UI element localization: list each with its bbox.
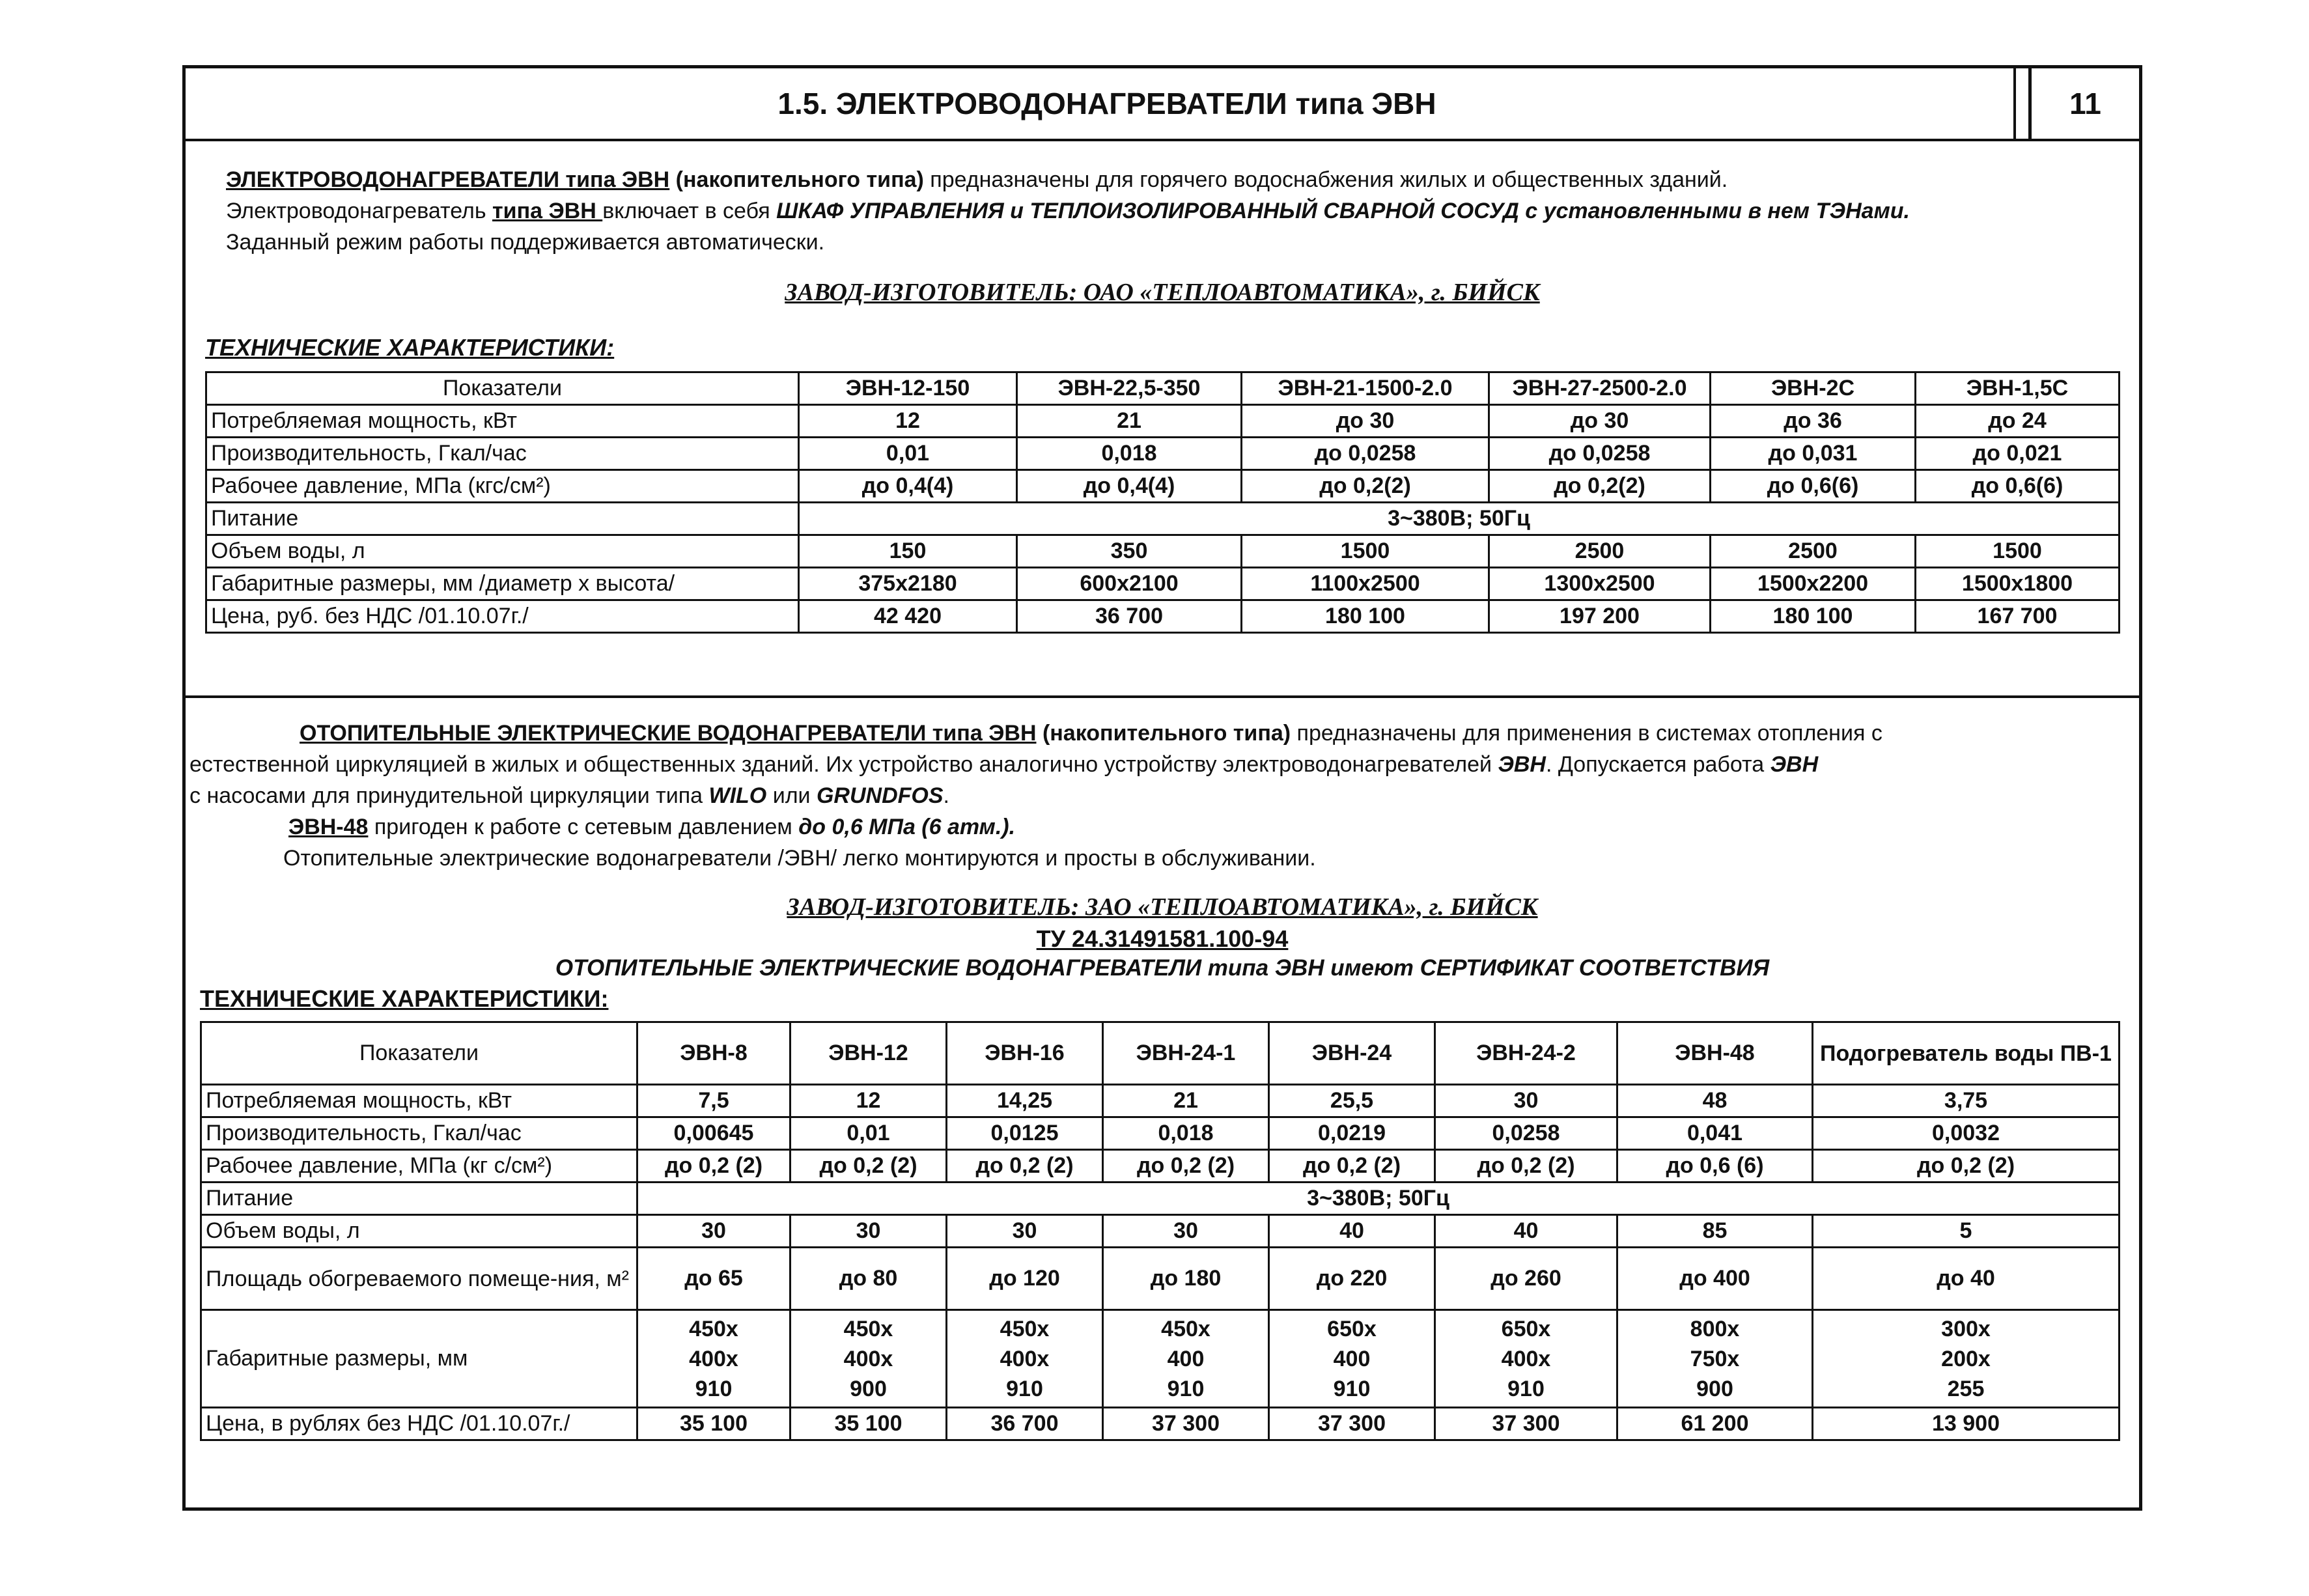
cell-dimensions [1617,1310,1813,1408]
cell-value: 36 700 [1017,600,1242,633]
row-label: Производительность, Гкал/час [206,438,799,470]
cell-dimensions [947,1310,1103,1408]
column-header-model: ЭВН-22,5-350 [1017,372,1242,405]
cell-value: 7,5 [637,1085,791,1117]
cell-value: до 400 [1617,1248,1813,1310]
page-number: 11 [2028,68,2139,139]
table-row [201,1310,2120,1408]
cell-price: 35 100 [791,1408,947,1440]
cell-value: 2500 [1489,535,1711,568]
column-header-label: Показатели [201,1022,637,1085]
para-text: . Допускается работа [1545,752,1770,777]
cell-dimensions [1103,1310,1269,1408]
cell-value: 0,018 [1017,438,1242,470]
row-label: Объем воды, л [201,1215,637,1248]
column-header-model: ЭВН-12-150 [799,372,1017,405]
dimension-line: 450x [1000,1316,1050,1341]
row-label: Цена, в рублях без НДС /01.10.07г./ [201,1408,637,1440]
section1-intro-line1 [226,165,1728,195]
dimension-line: 910 [1006,1376,1043,1401]
table-row [201,1117,2120,1150]
cell-value: 0,00645 [637,1117,791,1150]
dimension-line: 910 [1333,1376,1371,1401]
cell-value: 25,5 [1269,1085,1435,1117]
section2-para1 [300,718,1882,748]
cell-value: до 180 [1103,1248,1269,1310]
cell-power-supply: 3~380В; 50Гц [637,1183,2120,1215]
row-label: Площадь обогреваемого помеще-ния, м² [201,1248,637,1310]
cell-value: 40 [1435,1215,1617,1248]
cell-value: 0,0219 [1269,1117,1435,1150]
cell-value: 12 [791,1085,947,1117]
cell-value: 167 700 [1916,600,2120,633]
row-label: Рабочее давление, МПа (кг с/см²) [201,1150,637,1183]
dimension-line: 750x [1690,1346,1740,1371]
dimension-line: 910 [1167,1376,1205,1401]
cell-value: 14,25 [947,1085,1103,1117]
cell-value: до 0,6 (6) [1617,1150,1813,1183]
cell-dimensions [1269,1310,1435,1408]
cell-value: 0,0032 [1813,1117,2120,1150]
cell-value: 42 420 [799,600,1017,633]
para-italic: GRUNDFOS [816,783,944,808]
intro-text: предназначены для горячего водоснабжения жилых и общественных зданий. [923,167,1728,192]
dimension-line: 400x [689,1346,738,1371]
dimension-line: 300x [1941,1316,1991,1341]
table-header-row [201,1022,2120,1085]
para-text: естественной циркуляцией в жилых и общественных зданий. Их устройство аналогично устройству электроводонагревателей [189,752,1498,777]
row-label: Рабочее давление, МПа (кгс/см²) [206,470,799,503]
section2-para2 [189,749,1818,779]
cell-power-supply: 3~380В; 50Гц [799,503,2120,535]
table-header-row [206,372,2120,405]
column-header-model: ЭВН-1,5С [1916,372,2120,405]
column-header-label: Показатели [206,372,799,405]
dimension-line: 400x [1501,1346,1551,1371]
para-emphasis: ЭВН-48 [288,815,369,839]
cell-value: 1500x1800 [1916,568,2120,600]
intro-bold: (накопительного типа) [669,167,924,192]
cell-value: 30 [1435,1085,1617,1117]
cell-value: до 0,2 (2) [1103,1150,1269,1183]
cell-dimensions [637,1310,791,1408]
cell-value: до 0,021 [1916,438,2120,470]
cell-price: 61 200 [1617,1408,1813,1440]
cell-price: 37 300 [1103,1408,1269,1440]
table-row [201,1183,2120,1215]
dimension-line: 650x [1327,1316,1377,1341]
cell-price: 36 700 [947,1408,1103,1440]
cell-value: 0,01 [791,1117,947,1150]
row-label: Потребляемая мощность, кВт [206,405,799,438]
section2-tu: ТУ 24.31491581.100-94 [1036,925,1289,952]
cell-value: 48 [1617,1085,1813,1117]
column-header-model: ЭВН-24-2 [1435,1022,1617,1085]
cell-value: до 0,0258 [1242,438,1489,470]
para-text: пригоден к работе с сетевым давлением [368,815,799,839]
cell-value: до 30 [1489,405,1711,438]
dimension-line: 400x [843,1346,893,1371]
intro-text: Электроводонагреватель [226,199,493,223]
section-divider [186,695,2139,698]
row-label: Питание [206,503,799,535]
cell-value: до 0,4(4) [799,470,1017,503]
cell-value: 1100x2500 [1242,568,1489,600]
section1-manufacturer: ЗАВОД-ИЗГОТОВИТЕЛЬ: ОАО «ТЕПЛОАВТОМАТИКА», г. БИЙСК [785,279,1540,306]
cell-value: 2500 [1711,535,1916,568]
section2-para5: Отопительные электрические водонагреватели /ЭВН/ легко монтируются и просты в обслуживании. [283,846,1316,871]
table-row [201,1150,2120,1183]
cell-value: до 220 [1269,1248,1435,1310]
table-heating-heaters [200,1021,2120,1441]
section2-manufacturer: ЗАВОД-ИЗГОТОВИТЕЛЬ: ЗАО «ТЕПЛОАВТОМАТИКА», г. БИЙСК [787,893,1538,921]
cell-value: 30 [1103,1215,1269,1248]
table-row [201,1085,2120,1117]
cell-value: 0,01 [799,438,1017,470]
dimension-line: 450x [1161,1316,1210,1341]
dimension-line: 910 [695,1376,733,1401]
table-row [206,535,2120,568]
cell-value: 1500 [1242,535,1489,568]
page-title: 1.5. ЭЛЕКТРОВОДОНАГРЕВАТЕЛИ типа ЭВН [777,87,1436,120]
table-row [206,438,2120,470]
cell-value: до 0,2(2) [1242,470,1489,503]
cell-value: до 0,031 [1711,438,1916,470]
para-text: предназначены для применения в системах отопления с [1291,721,1882,746]
cell-value: до 80 [791,1248,947,1310]
cell-value: 150 [799,535,1017,568]
cell-value: до 0,2 (2) [1269,1150,1435,1183]
cell-value: 1300x2500 [1489,568,1711,600]
cell-price: 37 300 [1269,1408,1435,1440]
para-italic: до 0,6 МПа (6 атм.). [798,815,1016,839]
section2-para3 [189,781,949,811]
cell-value: до 36 [1711,405,1916,438]
cell-value: 30 [791,1215,947,1248]
cell-value: 5 [1813,1215,2120,1248]
dimension-line: 450x [689,1316,738,1341]
page-frame [182,65,2142,1511]
table-row [201,1408,2120,1440]
column-header-model: ЭВН-24-1 [1103,1022,1269,1085]
column-header-model: ЭВН-21-1500-2.0 [1242,372,1489,405]
column-header-model: ЭВН-2С [1711,372,1916,405]
cell-dimensions [1435,1310,1617,1408]
intro-emphasis: ЭЛЕКТРОВОДОНАГРЕВАТЕЛИ типа ЭВН [226,167,670,192]
intro-text: включает в себя [602,199,777,223]
cell-value: 85 [1617,1215,1813,1248]
dimension-line: 450x [843,1316,893,1341]
cell-value: 600x2100 [1017,568,1242,600]
row-label: Производительность, Гкал/час [201,1117,637,1150]
dimension-line: 650x [1501,1316,1551,1341]
section1-intro-line2 [226,196,1910,226]
row-label: Цена, руб. без НДС /01.10.07г./ [206,600,799,633]
dimension-line: 400x [1000,1346,1050,1371]
column-header-model: ЭВН-27-2500-2.0 [1489,372,1711,405]
cell-value: 30 [947,1215,1103,1248]
cell-value: 3,75 [1813,1085,2120,1117]
cell-value: до 260 [1435,1248,1617,1310]
intro-emphasis: типа ЭВН [492,199,603,223]
column-header-model: ЭВН-16 [947,1022,1103,1085]
cell-value: до 0,2 (2) [791,1150,947,1183]
dimension-line: 200x [1941,1346,1991,1371]
cell-dimensions [791,1310,947,1408]
cell-value: 197 200 [1489,600,1711,633]
cell-value: до 30 [1242,405,1489,438]
cell-value: до 0,2 (2) [1813,1150,2120,1183]
table-water-heaters [205,371,2120,634]
table-row [201,1215,2120,1248]
cell-price: 35 100 [637,1408,791,1440]
cell-value: 0,041 [1617,1117,1813,1150]
cell-value: до 0,2 (2) [1435,1150,1617,1183]
cell-value: до 0,2 (2) [947,1150,1103,1183]
section2-para4 [288,812,1015,842]
cell-value: 40 [1269,1215,1435,1248]
cell-dimensions [1813,1310,2120,1408]
cell-value: до 65 [637,1248,791,1310]
cell-price: 37 300 [1435,1408,1617,1440]
cell-value: до 0,6(6) [1916,470,2120,503]
table-row [206,600,2120,633]
cell-value: до 0,2 (2) [637,1150,791,1183]
row-label: Питание [201,1183,637,1215]
dimension-line: 255 [1947,1376,1985,1401]
intro-italic: ШКАФ УПРАВЛЕНИЯ и ТЕПЛОИЗОЛИРОВАННЫЙ СВАРНОЙ СОСУД с установленными в нем ТЭНами. [776,199,1910,223]
para-text: . [943,783,949,808]
cell-value: 30 [637,1215,791,1248]
dimension-line: 800x [1690,1316,1740,1341]
cell-value: до 0,0258 [1489,438,1711,470]
para-italic: WILO [708,783,767,808]
cell-value: 12 [799,405,1017,438]
dimension-line: 400 [1167,1346,1205,1371]
column-header-model: ЭВН-8 [637,1022,791,1085]
section1-intro-line3: Заданный режим работы поддерживается автоматически. [226,230,825,255]
dimension-line: 400 [1333,1346,1371,1371]
para-bold: (накопительного типа) [1036,721,1291,746]
column-header-model: Подогреватель воды ПВ-1 [1813,1022,2120,1085]
cell-value: до 0,4(4) [1017,470,1242,503]
row-label: Потребляемая мощность, кВт [201,1085,637,1117]
cell-value: 1500x2200 [1711,568,1916,600]
table-row [206,503,2120,535]
table-row [201,1248,2120,1310]
table-row [206,568,2120,600]
section1-specs-heading: ТЕХНИЧЕСКИЕ ХАРАКТЕРИСТИКИ: [205,334,615,361]
para-italic: ЭВН [1498,752,1546,777]
row-label: Габаритные размеры, мм /диаметр x высота/ [206,568,799,600]
para-emphasis: ОТОПИТЕЛЬНЫЕ ЭЛЕКТРИЧЕСКИЕ ВОДОНАГРЕВАТЕЛИ типа ЭВН [300,721,1037,746]
dimension-line: 910 [1507,1376,1545,1401]
cell-price: 13 900 [1813,1408,2120,1440]
cell-value: 21 [1103,1085,1269,1117]
cell-value: 350 [1017,535,1242,568]
cell-value: до 0,2(2) [1489,470,1711,503]
dimension-line: 900 [1696,1376,1733,1401]
table-row [206,470,2120,503]
cell-value: 1500 [1916,535,2120,568]
cell-value: до 24 [1916,405,2120,438]
section2-certificate: ОТОПИТЕЛЬНЫЕ ЭЛЕКТРИЧЕСКИЕ ВОДОНАГРЕВАТЕЛИ типа ЭВН имеют СЕРТИФИКАТ СООТВЕТСТВИЯ [555,955,1770,981]
column-header-model: ЭВН-24 [1269,1022,1435,1085]
cell-value: 180 100 [1711,600,1916,633]
cell-value: 375x2180 [799,568,1017,600]
para-text: или [766,783,817,808]
cell-value: 0,0258 [1435,1117,1617,1150]
cell-value: до 0,6(6) [1711,470,1916,503]
column-header-model: ЭВН-12 [791,1022,947,1085]
cell-value: 21 [1017,405,1242,438]
cell-value: 180 100 [1242,600,1489,633]
row-label: Габаритные размеры, мм [201,1310,637,1408]
para-italic: ЭВН [1770,752,1819,777]
section2-specs-heading: ТЕХНИЧЕСКИЕ ХАРАКТЕРИСТИКИ: [200,985,609,1012]
column-header-model: ЭВН-48 [1617,1022,1813,1085]
table-row [206,405,2120,438]
page-header [186,68,2139,141]
cell-value: 0,0125 [947,1117,1103,1150]
cell-value: до 40 [1813,1248,2120,1310]
para-text: с насосами для принудительной циркуляции типа [189,783,709,808]
cell-value: до 120 [947,1248,1103,1310]
dimension-line: 900 [850,1376,887,1401]
row-label: Объем воды, л [206,535,799,568]
cell-value: 0,018 [1103,1117,1269,1150]
